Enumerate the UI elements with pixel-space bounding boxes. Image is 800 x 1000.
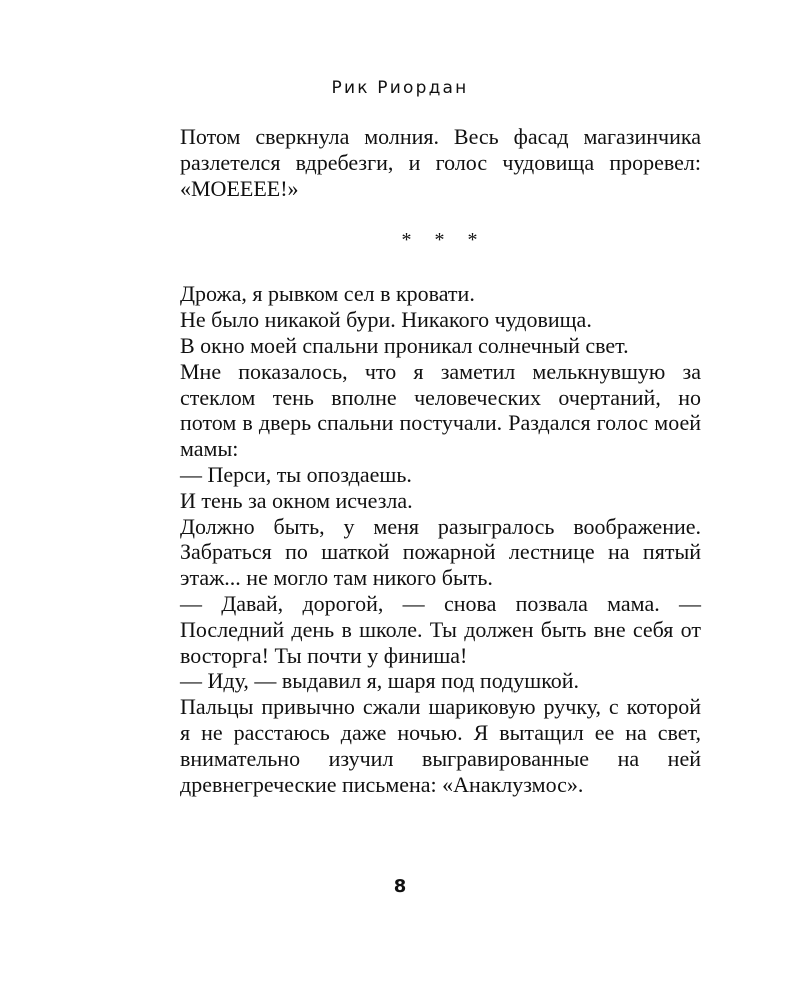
paragraph: Мне показалось, что я заметил мелькнувшую за стеклом тень вполне человеческих очертаний, но потом в дверь спальни постучали. Раздался голос моей мамы: xyxy=(180,358,701,462)
paragraph: — Давай, дорогой, — снова позвала мама. — Последний день в школе. Ты должен быть вне себя от восторга! Ты почти у финиша! xyxy=(180,590,701,668)
paragraph: — Иду, — выдавил я, шаря под подушкой. xyxy=(180,668,580,694)
paragraph: В окно моей спальни проникал солнечный свет. xyxy=(180,332,629,358)
section-separator xyxy=(180,201,701,281)
page-body xyxy=(180,124,701,797)
paragraph: Не было никакой бури. Никакого чудовища. xyxy=(180,307,592,333)
separator-asterisks: * * * xyxy=(401,229,480,252)
page-number: 8 xyxy=(393,876,407,897)
paragraph: — Перси, ты опоздаешь. xyxy=(180,461,412,487)
paragraph: Потом сверкнула молния. Весь фасад магазинчика разлетелся вдребезги, и голос чудовища проревел: «МОЕЕЕЕ!» xyxy=(180,124,701,201)
paragraph: Дрожа, я рывком сел в кровати. xyxy=(180,281,475,307)
running-header: Рик Риордан xyxy=(331,78,469,98)
paragraph: И тень за окном исчезла. xyxy=(180,487,413,513)
paragraph: Должно быть, у меня разыгралось воображение. Забраться по шаткой пожарной лестнице на пятый этаж... не могло там никого быть. xyxy=(180,513,701,591)
paragraph: Пальцы привычно сжали шариковую ручку, с которой я не расстаюсь даже ночью. Я вытащил ее на свет, внимательно изучил выгравированные на ней древнегреческие письмена: «Анаклузмос». xyxy=(180,694,701,797)
